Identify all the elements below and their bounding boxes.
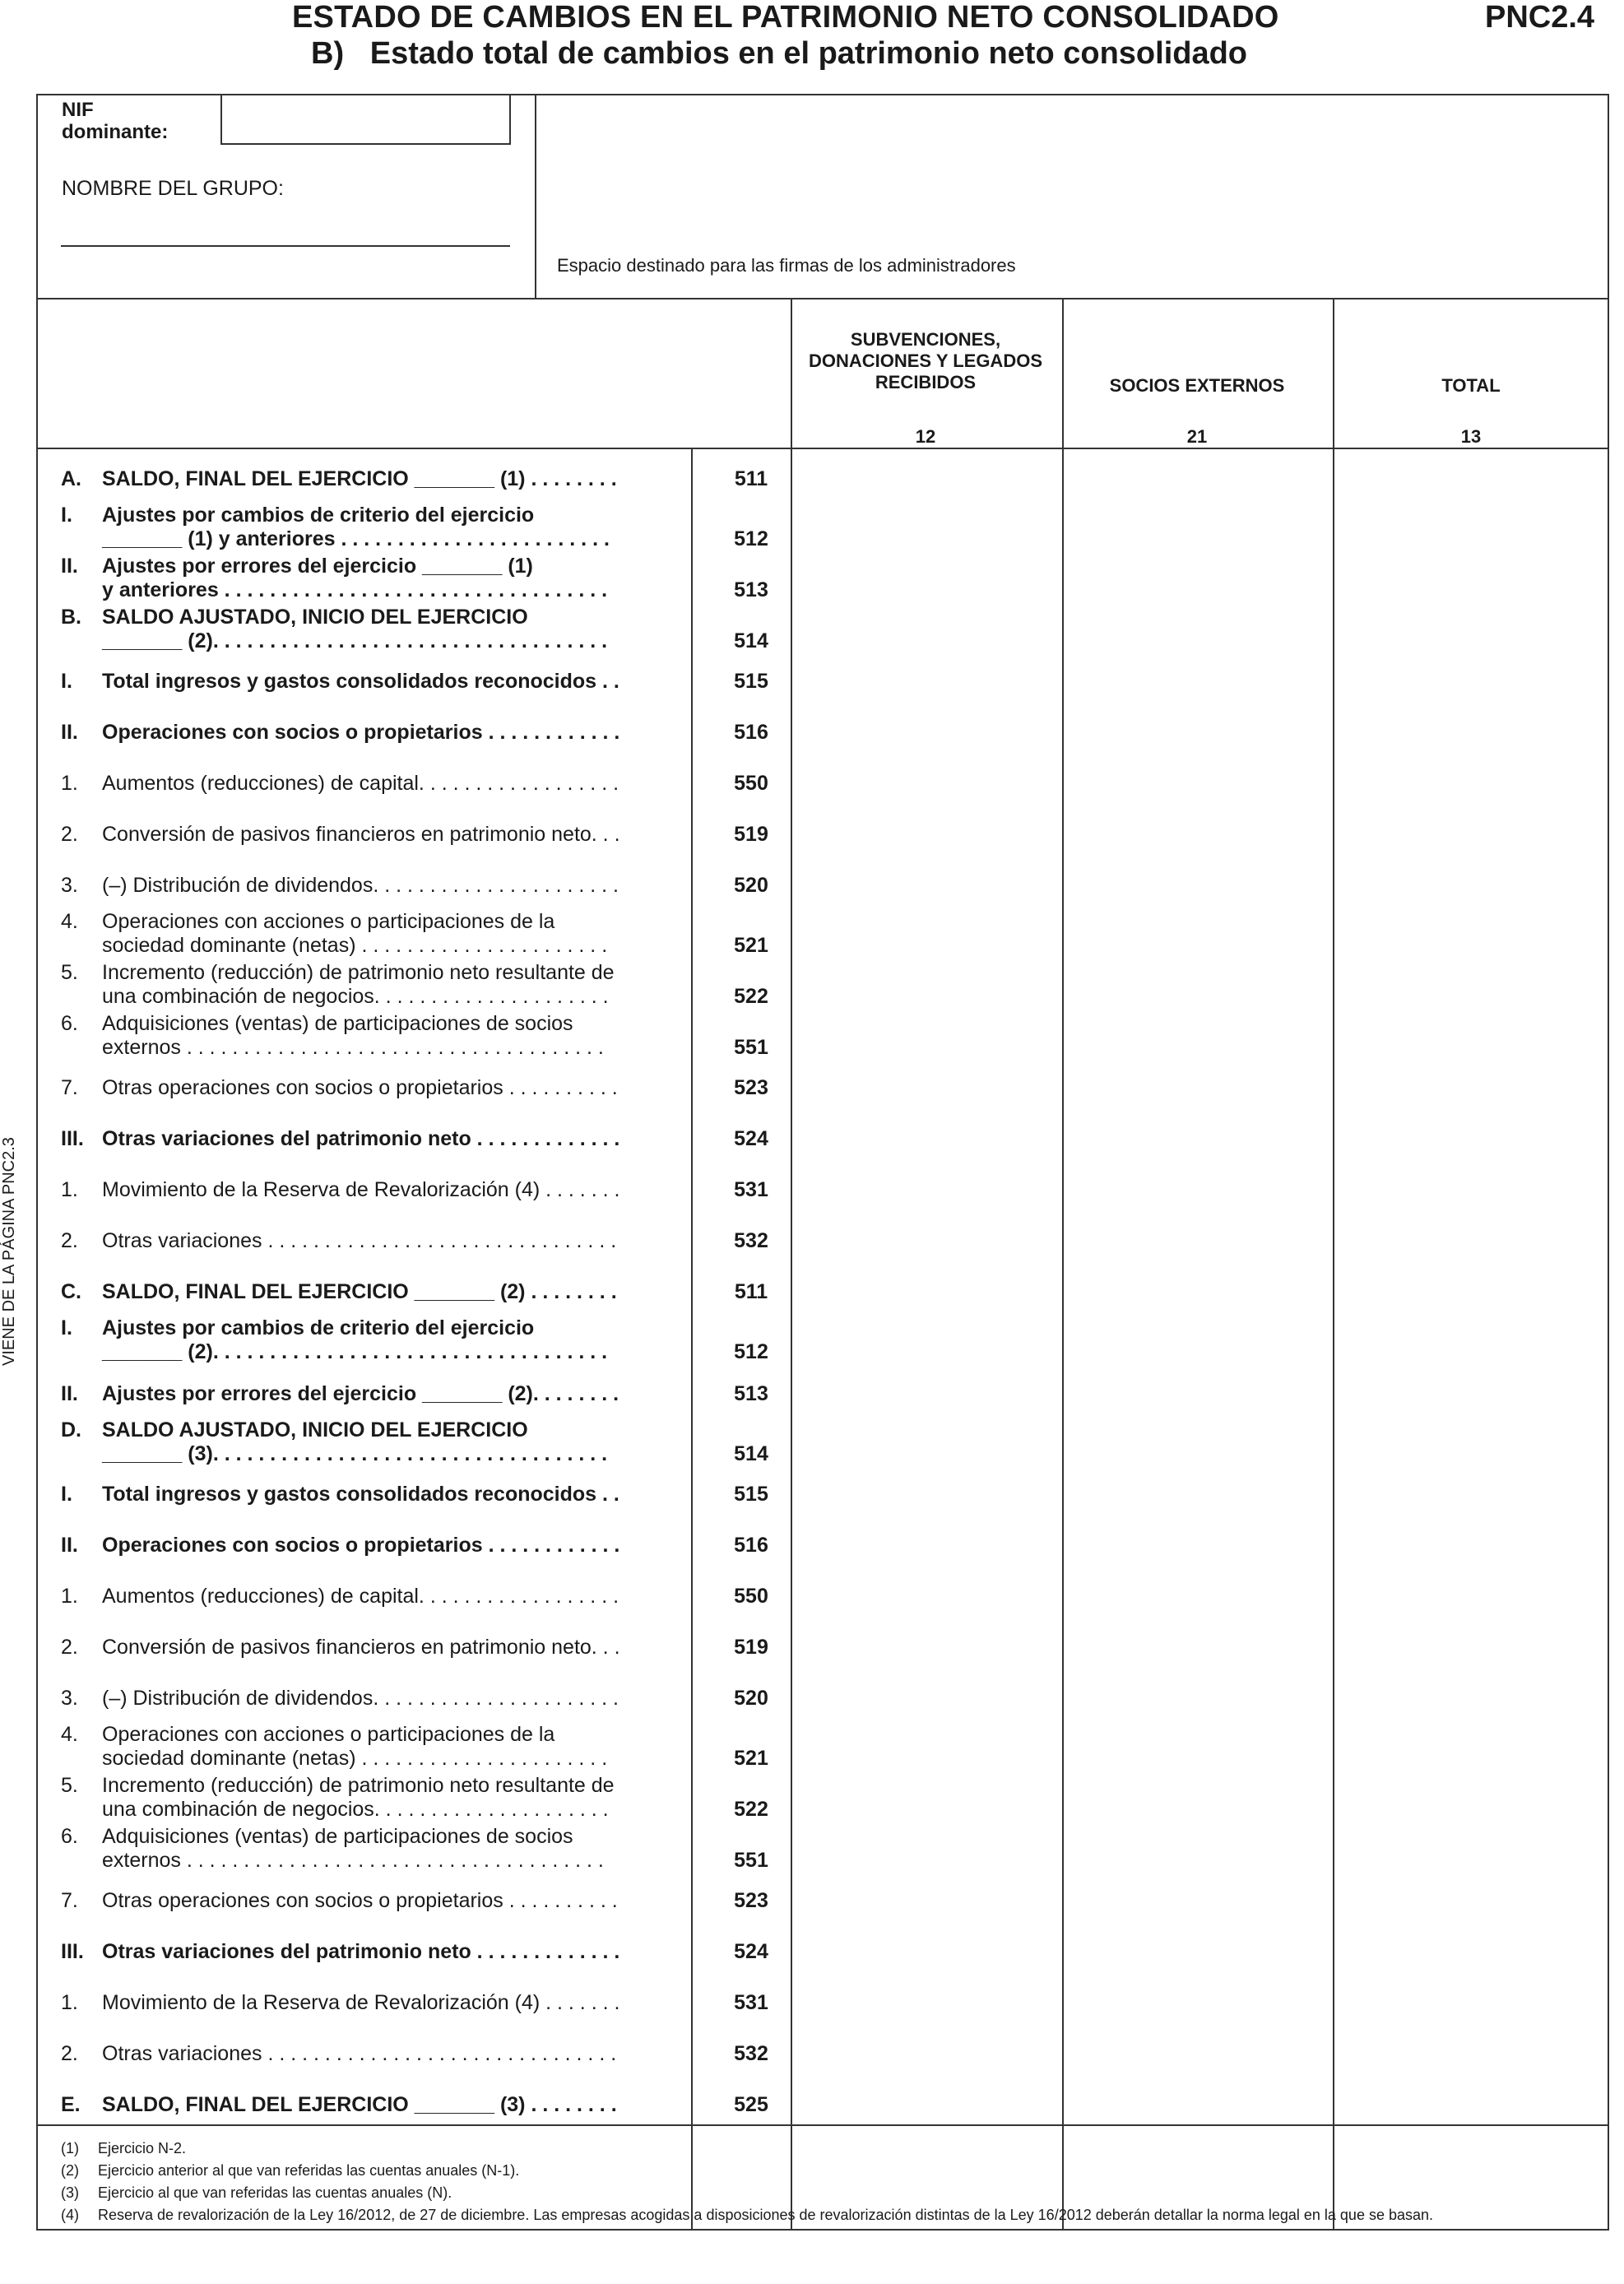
table-cell-input[interactable] (790, 954, 1060, 1009)
row-code: 532 (734, 1229, 768, 1252)
table-row-label: 2. Otras variaciones . . . . . . . . . . . . . . . . . . . . . . . . . . . . . . . (61, 1229, 617, 1252)
table-cell-input[interactable] (1333, 1985, 1609, 2017)
row-code: 532 (734, 2042, 768, 2065)
row-code: 513 (734, 1382, 768, 1405)
table-row-label: C. SALDO, FINAL DEL EJERCICIO _______ (2) . . . . . . . . (61, 1280, 617, 1303)
table-cell-input[interactable] (790, 1412, 1060, 1466)
side-note: VIENE DE LA PÁGINA PNC2.3 (0, 1137, 18, 1366)
row-code: 522 (734, 985, 768, 1008)
column-header-subvenciones: SUBVENCIONES, DONACIONES Y LEGADOS RECIBIDOS (808, 329, 1042, 392)
table-cell-input[interactable] (1061, 1716, 1331, 1771)
table-cell-input[interactable] (790, 1934, 1060, 1966)
row-code: 515 (734, 1483, 768, 1506)
table-cell-input[interactable] (790, 1005, 1060, 1060)
table-cell-input[interactable] (790, 1767, 1060, 1822)
table-cell-input[interactable] (1333, 2036, 1609, 2068)
table-cell-input[interactable] (790, 1985, 1060, 2017)
row-code: 521 (734, 934, 768, 957)
group-name-label: NOMBRE DEL GRUPO: (62, 177, 284, 200)
table-cell-input[interactable] (1061, 1818, 1331, 1873)
table-cell-input[interactable] (790, 1680, 1060, 1713)
column-number: 13 (1460, 426, 1482, 447)
table-cell-input[interactable] (790, 1882, 1060, 1915)
row-code: 512 (734, 527, 768, 550)
table-cell-input[interactable] (1061, 461, 1331, 494)
table-row-label: 7. Otras operaciones con socios o propietarios . . . . . . . . . . (61, 1889, 618, 1912)
row-code: 511 (734, 467, 768, 490)
column-number: 12 (915, 426, 936, 447)
table-row-label: I. Total ingresos y gastos consolidados reconocidos . . (61, 1483, 619, 1506)
row-code: 551 (734, 1849, 768, 1872)
footnote: (2) Ejercicio anterior al que van referidas las cuentas anuales (N-1). (61, 2162, 520, 2179)
table-row-label: 1. Aumentos (reducciones) de capital. . . . . . . . . . . . . . . . . . (61, 1585, 619, 1608)
column-header-socios-externos: SOCIOS EXTERNOS (1109, 375, 1285, 396)
table-cell-input[interactable] (1333, 1934, 1609, 1966)
table-cell-input[interactable] (1061, 1005, 1331, 1060)
row-code: 522 (734, 1798, 768, 1821)
table-cell-input[interactable] (1333, 1629, 1609, 1662)
table-row-label: II. Operaciones con socios o propietarios . . . . . . . . . . . . (61, 1534, 620, 1557)
header-divider (38, 448, 1609, 449)
table-row-label: D. SALDO AJUSTADO, INICIO DEL EJERCICIO _______ (3). . . . . . . . . . . . . . . . . . . . . . . . . . . . . . . . . . . (61, 1418, 608, 1465)
table-cell-input[interactable] (1333, 663, 1609, 696)
table-cell-input[interactable] (1061, 1070, 1331, 1103)
code-column-divider (691, 448, 693, 2229)
table-cell-input[interactable] (790, 765, 1060, 798)
footnote: (1) Ejercicio N-2. (61, 2140, 187, 2156)
table-cell-input[interactable] (1061, 816, 1331, 849)
table-row-label: III. Otras variaciones del patrimonio neto . . . . . . . . . . . . . (61, 1127, 620, 1150)
table-row-label: 1. Movimiento de la Reserva de Revalorización (4) . . . . . . . (61, 1178, 620, 1201)
table-cell-input[interactable] (1333, 1527, 1609, 1560)
table-cell-input[interactable] (1061, 599, 1331, 653)
footnote: (3) Ejercicio al que van referidas las cuentas anuales (N). (61, 2184, 452, 2201)
table-cell-input[interactable] (1061, 548, 1331, 602)
table-row-label: 7. Otras operaciones con socios o propietarios . . . . . . . . . . (61, 1076, 618, 1099)
row-code: 515 (734, 670, 768, 693)
row-code: 525 (734, 2093, 768, 2116)
table-cell-input[interactable] (1333, 1376, 1609, 1409)
table-cell-input[interactable] (790, 1274, 1060, 1307)
row-code: 550 (734, 772, 768, 795)
table-cell-input[interactable] (1061, 1527, 1331, 1560)
table-cell-input[interactable] (1061, 765, 1331, 798)
table-row-label: II. Ajustes por errores del ejercicio _______ (2). . . . . . . . (61, 1382, 619, 1405)
table-cell-input[interactable] (1333, 1005, 1609, 1060)
table-row-label: B. SALDO AJUSTADO, INICIO DEL EJERCICIO _______ (2). . . . . . . . . . . . . . . . . . . . . . . . . . . . . . . . . . . (61, 606, 608, 652)
table-cell-input[interactable] (1333, 867, 1609, 900)
table-cell-input[interactable] (790, 1629, 1060, 1662)
group-name-input-line[interactable] (61, 245, 510, 247)
table-row-label: 2. Otras variaciones . . . . . . . . . . . . . . . . . . . . . . . . . . . . . . . (61, 2042, 617, 2065)
table-row-label: 6. Adquisiciones (ventas) de participaciones de socios externos . . . . . . . . . . . . . . . . . . . . . . . . . . . . . . . . . . . . . (61, 1825, 604, 1872)
row-code: 551 (734, 1036, 768, 1059)
table-cell-input[interactable] (1333, 461, 1609, 494)
table-row-label: I. Ajustes por cambios de criterio del ejercicio _______ (1) y anteriores . . . . . . . . . . . . . . . . . . . . . . . . (61, 504, 610, 550)
nif-label: NIF dominante: (62, 99, 169, 143)
table-cell-input[interactable] (790, 1121, 1060, 1154)
table-cell-input[interactable] (1061, 867, 1331, 900)
table-cell-input[interactable] (790, 816, 1060, 849)
table-cell-input[interactable] (790, 867, 1060, 900)
footer-divider (38, 2124, 1609, 2126)
table-row-label: A. SALDO, FINAL DEL EJERCICIO _______ (1) . . . . . . . . (61, 467, 617, 490)
table-cell-input[interactable] (1061, 954, 1331, 1009)
table-cell-input[interactable] (790, 1527, 1060, 1560)
row-code: 524 (734, 1940, 768, 1963)
row-code: 514 (734, 629, 768, 652)
row-code: 523 (734, 1889, 768, 1912)
signature-label: Espacio destinado para las firmas de los administradores (557, 255, 1016, 276)
row-code: 516 (734, 721, 768, 744)
row-code: 516 (734, 1534, 768, 1557)
table-cell-input[interactable] (1333, 1767, 1609, 1822)
table-cell-input[interactable] (790, 1376, 1060, 1409)
table-row-label: 2. Conversión de pasivos financieros en patrimonio neto. . . (61, 823, 620, 846)
row-code: 531 (734, 1991, 768, 2014)
table-cell-input[interactable] (1061, 1310, 1331, 1364)
table-cell-input[interactable] (1333, 714, 1609, 747)
row-code: 512 (734, 1340, 768, 1363)
table-cell-input[interactable] (1333, 954, 1609, 1009)
table-cell-input[interactable] (790, 1716, 1060, 1771)
table-cell-input[interactable] (1061, 1934, 1331, 1966)
table-cell-input[interactable] (1061, 2087, 1331, 2119)
table-cell-input[interactable] (1333, 1121, 1609, 1154)
table-cell-input[interactable] (790, 1818, 1060, 1873)
table-row-label: 4. Operaciones con acciones o participaciones de la sociedad dominante (netas) . . . . . . . . . . . . . . . . . . . . . . (61, 910, 608, 957)
table-cell-input[interactable] (790, 1310, 1060, 1364)
footnotes (61, 2138, 1433, 2226)
table-cell-input[interactable] (1333, 1476, 1609, 1509)
table-row-label: 6. Adquisiciones (ventas) de participaciones de socios externos . . . . . . . . . . . . . . . . . . . . . . . . . . . . . . . . . . . . . (61, 1012, 604, 1059)
table-cell-input[interactable] (1061, 2036, 1331, 2068)
table-cell-input[interactable] (790, 1223, 1060, 1256)
row-code: 531 (734, 1178, 768, 1201)
row-code: 520 (734, 874, 768, 897)
table-cell-input[interactable] (1061, 1476, 1331, 1509)
table-cell-input[interactable] (1333, 1680, 1609, 1713)
table-row-label: II. Ajustes por errores del ejercicio _______ (1) y anteriores . . . . . . . . . . . . . . . . . . . . . . . . . . . . . . . . . . (61, 555, 608, 601)
table-row-label: 3. (–) Distribución de dividendos. . . . . . . . . . . . . . . . . . . . . . (61, 874, 619, 897)
row-code: 514 (734, 1442, 768, 1465)
table-cell-input[interactable] (790, 2087, 1060, 2119)
column-number: 21 (1186, 426, 1208, 447)
table-row-label: 5. Incremento (reducción) de patrimonio neto resultante de una combinación de negocios. . . . . . . . . . . . . . . . . . . . . (61, 961, 615, 1008)
table-cell-input[interactable] (1061, 1882, 1331, 1915)
table-cell-input[interactable] (1061, 1578, 1331, 1611)
table-cell-input[interactable] (790, 1070, 1060, 1103)
row-code: 519 (734, 823, 768, 846)
table-cell-input[interactable] (1061, 1680, 1331, 1713)
table-cell-input[interactable] (1061, 1172, 1331, 1205)
form-subtitle: B) Estado total de cambios en el patrimonio neto consolidado (311, 36, 1248, 71)
table-cell-input[interactable] (1333, 1310, 1609, 1364)
table-cell-input[interactable] (1061, 1223, 1331, 1256)
row-code: 524 (734, 1127, 768, 1150)
table-cell-input[interactable] (1333, 816, 1609, 849)
row-code: 523 (734, 1076, 768, 1099)
table-cell-input[interactable] (1333, 1578, 1609, 1611)
table-row-label: 3. (–) Distribución de dividendos. . . . . . . . . . . . . . . . . . . . . . (61, 1687, 619, 1710)
table-row-label: 4. Operaciones con acciones o participaciones de la sociedad dominante (netas) . . . . . . . . . . . . . . . . . . . . . . (61, 1723, 608, 1770)
table-cell-input[interactable] (1333, 1412, 1609, 1466)
page-code: PNC2.4 (1485, 0, 1595, 35)
row-code: 521 (734, 1747, 768, 1770)
table-row-label: II. Operaciones con socios o propietarios . . . . . . . . . . . . (61, 721, 620, 744)
table-cell-input[interactable] (1061, 1412, 1331, 1466)
table-row-label: III. Otras variaciones del patrimonio neto . . . . . . . . . . . . . (61, 1940, 620, 1963)
table-row-label: E. SALDO, FINAL DEL EJERCICIO _______ (3) . . . . . . . . (61, 2093, 617, 2116)
table-cell-input[interactable] (790, 1172, 1060, 1205)
table-cell-input[interactable] (1061, 663, 1331, 696)
table-cell-input[interactable] (1333, 497, 1609, 551)
table-cell-input[interactable] (1333, 1223, 1609, 1256)
table-cell-input[interactable] (1061, 1629, 1331, 1662)
row-code: 513 (734, 578, 768, 601)
table-cell-input[interactable] (1061, 1274, 1331, 1307)
table-cell-input[interactable] (1333, 1172, 1609, 1205)
table-cell-input[interactable] (1061, 1121, 1331, 1154)
row-code: 519 (734, 1636, 768, 1659)
table-cell-input[interactable] (1333, 1274, 1609, 1307)
table-row-label: 5. Incremento (reducción) de patrimonio neto resultante de una combinación de negocios. . . . . . . . . . . . . . . . . . . . . (61, 1774, 615, 1821)
table-cell-input[interactable] (790, 1476, 1060, 1509)
table-row-label: 1. Movimiento de la Reserva de Revalorización (4) . . . . . . . (61, 1991, 620, 2014)
table-cell-input[interactable] (1061, 714, 1331, 747)
table-cell-input[interactable] (1333, 1070, 1609, 1103)
table-cell-input[interactable] (1333, 548, 1609, 602)
table-cell-input[interactable] (1333, 1716, 1609, 1771)
table-cell-input[interactable] (790, 903, 1060, 958)
table-cell-input[interactable] (1333, 2087, 1609, 2119)
table-row-label: 1. Aumentos (reducciones) de capital. . . . . . . . . . . . . . . . . . (61, 772, 619, 795)
table-cell-input[interactable] (1061, 497, 1331, 551)
table-cell-input[interactable] (1333, 903, 1609, 958)
form-title: ESTADO DE CAMBIOS EN EL PATRIMONIO NETO CONSOLIDADO (292, 0, 1279, 35)
table-row-label: 2. Conversión de pasivos financieros en patrimonio neto. . . (61, 1636, 620, 1659)
table-cell-input[interactable] (1333, 765, 1609, 798)
table-cell-input[interactable] (790, 663, 1060, 696)
table-cell-input[interactable] (790, 548, 1060, 602)
table-cell-input[interactable] (790, 461, 1060, 494)
row-code: 550 (734, 1585, 768, 1608)
table-cell-input[interactable] (790, 2036, 1060, 2068)
table-cell-input[interactable] (1333, 1882, 1609, 1915)
table-cell-input[interactable] (790, 1578, 1060, 1611)
table-cell-input[interactable] (1061, 1985, 1331, 2017)
table-cell-input[interactable] (1061, 1767, 1331, 1822)
table-cell-input[interactable] (1333, 1818, 1609, 1873)
table-row-label: I. Ajustes por cambios de criterio del ejercicio _______ (2). . . . . . . . . . . . . . . . . . . . . . . . . . . . . . . . . . . (61, 1316, 608, 1363)
table-cell-input[interactable] (1061, 1376, 1331, 1409)
column-header-total: TOTAL (1441, 375, 1501, 396)
row-code: 520 (734, 1687, 768, 1710)
table-row-label: I. Total ingresos y gastos consolidados reconocidos . . (61, 670, 619, 693)
nif-input-box[interactable] (220, 94, 511, 145)
table-cell-input[interactable] (790, 599, 1060, 653)
table-cell-input[interactable] (1333, 599, 1609, 653)
row-code: 511 (734, 1280, 768, 1303)
table-cell-input[interactable] (790, 714, 1060, 747)
table-cell-input[interactable] (790, 497, 1060, 551)
table-cell-input[interactable] (1061, 903, 1331, 958)
footnote: (4) Reserva de revalorización de la Ley 16/2012, de 27 de diciembre. Las empresas acogidas a disposiciones de revalorización distintas de la Ley 16/2012 deberán detallar la norma legal en la que se basan. (61, 2207, 1434, 2223)
